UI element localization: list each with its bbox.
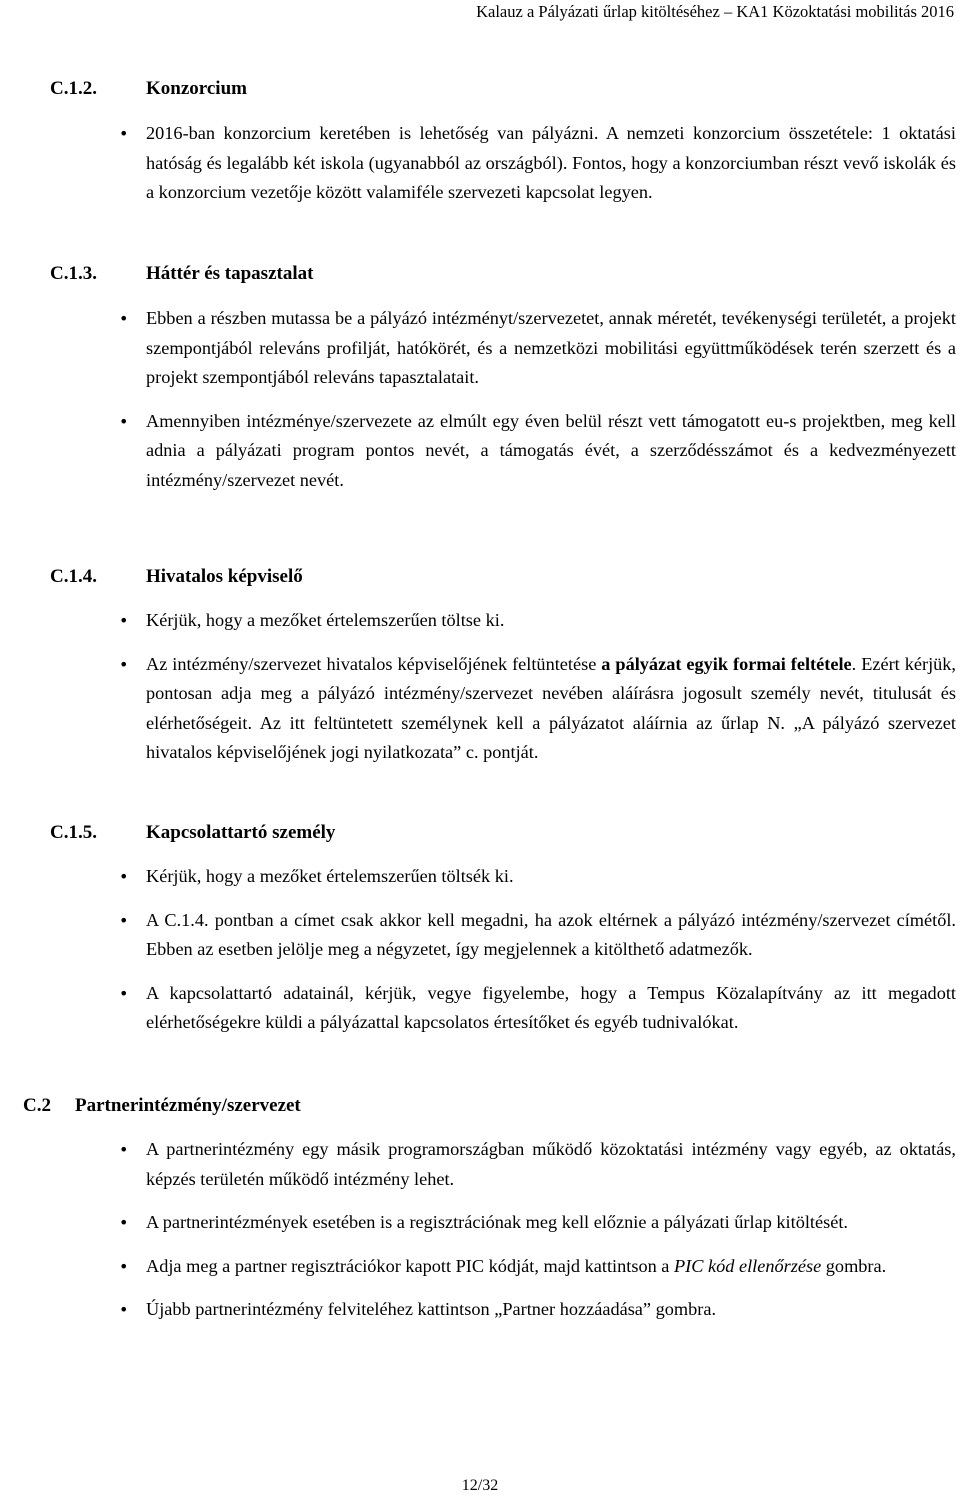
- page-number: 12/32: [461, 1477, 499, 1494]
- section-title: Kapcsolattartó személy: [146, 822, 336, 843]
- text-run: gombra.: [821, 1255, 887, 1276]
- list-item: • Kérjük, hogy a mezőket értelemszerűen töltse ki.: [146, 606, 956, 636]
- list-item: • A kapcsolattartó adatainál, kérjük, vegye figyelembe, hogy a Tempus Közalapítvány az itt megadott elérhetőségekre küldi a pályázattal kapcsolatos értesítőket és egyéb tudnivalókat.: [146, 979, 956, 1038]
- text-run: . Ezért kérjük, pontosan adja meg a pályázó intézmény/szervezet nevében aláírásra jogosult személy nevét, titulusát és elérhetőségeit. Az itt feltüntetett személynek kell a pályázatot aláírnia az űrlap N. „A pályázó szervezet hivatalos képviselőjének jogi nyilatkozata” c. pontját.: [146, 653, 957, 762]
- list-item: [146, 1252, 956, 1282]
- list-item: • Kérjük, hogy a mezőket értelemszerűen töltsék ki.: [146, 862, 956, 892]
- bullet-list: [146, 606, 956, 782]
- text-run: Az intézmény/szervezet hivatalos képviselőjének feltüntetése: [146, 653, 602, 674]
- list-item: • Ebben a részben mutassa be a pályázó intézményt/szervezetet, annak méretét, tevékenységi területét, a projekt szempontjából releváns profilját, hatókörét, és a nemzetközi mobilitási együttműködések terén szerzett és a projekt szempontjából releváns tapasztalatait.: [146, 304, 956, 393]
- list-item: • Újabb partnerintézmény felviteléhez kattintson „Partner hozzáadása” gombra.: [146, 1295, 956, 1325]
- bold-text: a pályázat egyik formai feltétele: [601, 653, 852, 674]
- text-run: Adja meg a partner regisztrációkor kapott PIC kódját, majd kattintson a: [146, 1255, 674, 1276]
- section-title: Konzorcium: [146, 78, 247, 99]
- section-title: Háttér és tapasztalat: [146, 263, 314, 284]
- bullet-list: [146, 862, 956, 1052]
- section-number: C.1.4.: [50, 566, 97, 587]
- bullet-list: [146, 1135, 956, 1339]
- section-title: Hivatalos képviselő: [146, 566, 303, 587]
- bullet-list: [146, 119, 956, 222]
- list-item: • A partnerintézmény egy másik programországban működő közoktatási intézmény vagy egyéb, az oktatás, képzés területén működő intézmény lehet.: [146, 1135, 956, 1194]
- list-item: • A partnerintézmények esetében is a regisztrációnak meg kell előznie a pályázati űrlap kitöltését.: [146, 1208, 956, 1238]
- italic-text: PIC kód ellenőrzése: [673, 1255, 822, 1276]
- section-number: C.2: [23, 1095, 51, 1116]
- bullet-list: [146, 304, 956, 509]
- list-item: • A C.1.4. pontban a címet csak akkor kell megadni, ha azok eltérnek a pályázó intézmény/szervezet címétől. Ebben az esetben jelölje meg a négyzetet, így megjelennek a kitölthető adatmezők.: [146, 906, 956, 965]
- list-item: • Amennyiben intézménye/szervezete az elmúlt egy éven belül részt vett támogatott eu-s projektben, meg kell adnia a pályázati program pontos nevét, a támogatás évét, a szerződésszámot és a kedvezményezett intézmény/szervezet nevét.: [146, 407, 956, 496]
- running-header: Kalauz a Pályázati űrlap kitöltéséhez – KA1 Közoktatási mobilitás 2016: [476, 2, 954, 21]
- section-number: C.1.3.: [50, 263, 97, 284]
- section-number: C.1.5.: [50, 822, 97, 843]
- list-item: [146, 650, 956, 768]
- section-number: C.1.2.: [50, 78, 97, 99]
- list-item: • 2016-ban konzorcium keretében is lehetőség van pályázni. A nemzeti konzorcium összetétele: 1 oktatási hatóság és legalább két iskola (ugyanabból az országból). Fontos, hogy a konzorciumban részt vevő iskolák és a konzorcium vezetője között valamiféle szervezeti kapcsolat legyen.: [146, 119, 956, 208]
- section-title: Partnerintézmény/szervezet: [75, 1095, 301, 1116]
